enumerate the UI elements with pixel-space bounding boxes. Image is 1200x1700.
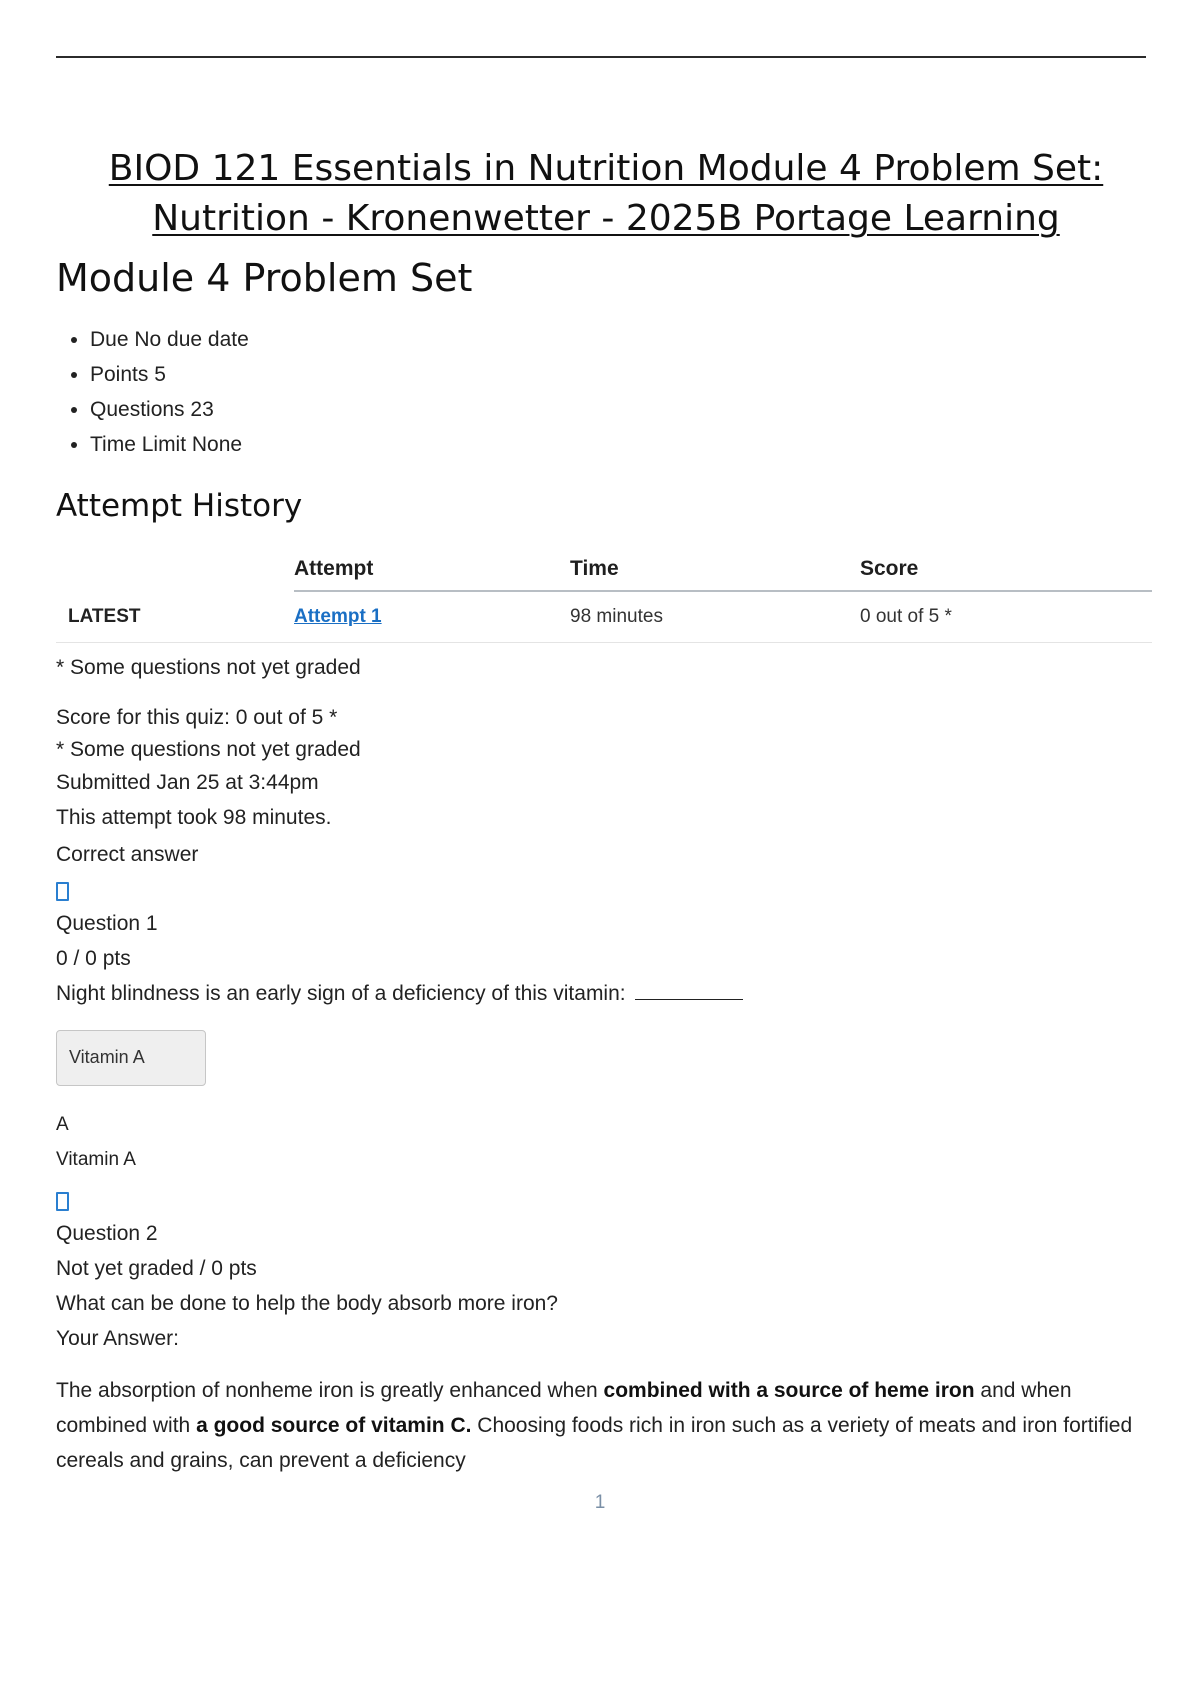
column-header-time: Time (570, 548, 860, 591)
attempt-history-table (56, 548, 1152, 643)
column-header-attempt: Attempt (294, 548, 570, 591)
answer-text-part: and when combined with (56, 1379, 1072, 1437)
detail-points: • Points 5 (90, 357, 249, 392)
question-1-points: 0 / 0 pts (56, 947, 131, 970)
grading-note: * Some questions not yet graded (56, 738, 361, 761)
module-details-list (56, 322, 249, 462)
question-1-title: Question 1 (56, 912, 158, 935)
latest-label: LATEST (56, 591, 294, 643)
question-1-answer-field[interactable]: Vitamin A (56, 1030, 206, 1086)
score-cell: 0 out of 5 * (860, 591, 1152, 643)
answer-option-letter: A (56, 1114, 69, 1135)
grading-footnote: * Some questions not yet graded (56, 656, 361, 679)
attempt-history-heading: Attempt History (56, 488, 303, 524)
document-title-line-2: Nutrition - Kronenwetter - 2025B Portage Learning (152, 198, 1060, 239)
detail-due: • Due No due date (90, 322, 249, 357)
quiz-score: Score for this quiz: 0 out of 5 * (56, 706, 338, 729)
table-row (56, 591, 1152, 643)
flag-icon[interactable] (56, 882, 69, 901)
fill-in-blank (635, 999, 743, 1000)
submitted-time: Submitted Jan 25 at 3:44pm (56, 771, 319, 794)
document-title (56, 144, 1156, 244)
attempt-1-link[interactable]: Attempt 1 (294, 606, 382, 627)
answer-text-part: Choosing foods rich in iron such as a veriety of meats and iron fortified cereals and grains, can prevent a deficiency (56, 1414, 1133, 1472)
answer-emphasis-heme-iron: combined with a source of heme iron (603, 1379, 975, 1402)
time-cell: 98 minutes (570, 591, 860, 643)
answer-text-part: The absorption of nonheme iron is greatly enhanced when (56, 1379, 604, 1402)
table-header-row (56, 548, 1152, 591)
flag-icon[interactable] (56, 1192, 69, 1211)
column-header-score: Score (860, 548, 1152, 591)
attempt-cell (294, 591, 570, 643)
attempt-duration: This attempt took 98 minutes. (56, 806, 332, 829)
answer-option-text: Vitamin A (56, 1149, 136, 1170)
question-2-points: Not yet graded / 0 pts (56, 1257, 257, 1280)
your-answer-label: Your Answer: (56, 1327, 179, 1350)
question-1-prompt (56, 982, 743, 1006)
column-header-blank (56, 548, 294, 591)
detail-questions: • Questions 23 (90, 392, 249, 427)
question-1-prompt-text: Night blindness is an early sign of a deficiency of this vitamin: (56, 982, 626, 1005)
detail-time-limit: • Time Limit None (90, 427, 249, 462)
top-divider (56, 56, 1146, 58)
correct-answer-label: Correct answer (56, 843, 199, 866)
document-title-line-1: BIOD 121 Essentials in Nutrition Module 4 Problem Set: (108, 148, 1104, 189)
question-2-title: Question 2 (56, 1222, 158, 1245)
question-2-answer-text (56, 1373, 1146, 1478)
module-heading: Module 4 Problem Set (56, 256, 473, 300)
answer-emphasis-vitamin-c: a good source of vitamin C. (196, 1414, 472, 1437)
page-number: 1 (594, 1492, 606, 1513)
question-2-prompt: What can be done to help the body absorb more iron? (56, 1292, 558, 1315)
